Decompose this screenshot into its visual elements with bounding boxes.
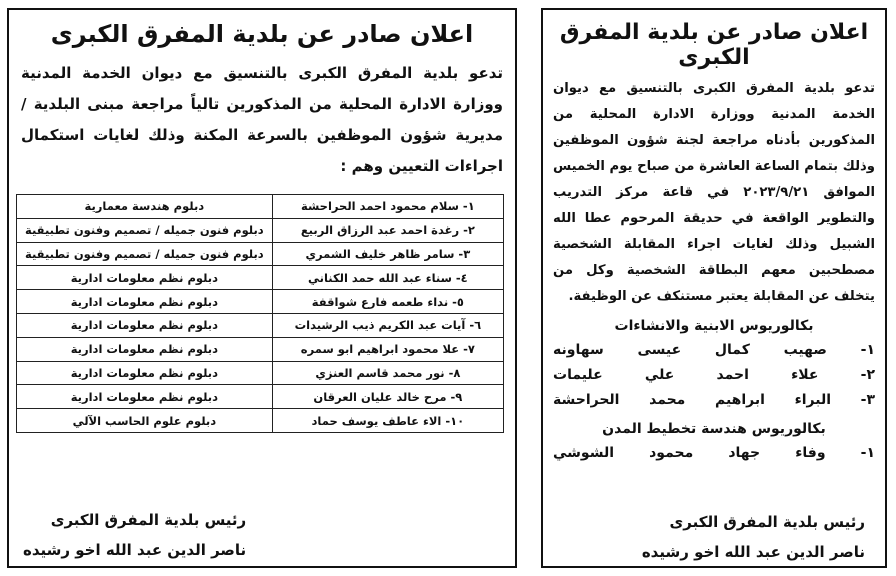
table-row xyxy=(17,385,504,409)
appointee-name: ٢- رغدة احمد عبد الرزاق الربيع xyxy=(272,218,503,242)
table-row xyxy=(17,266,504,290)
appointee-name: ٧- علا محمود ابراهيم ابو سمره xyxy=(272,337,503,361)
appointee-name: ١- سلام محمود احمد الحراحشة xyxy=(272,195,503,219)
appointee-degree: دبلوم نظم معلومات ادارية xyxy=(17,385,273,409)
appointee-name: ٨- نور محمد قاسم العنزي xyxy=(272,361,503,385)
appointee-degree: دبلوم نظم معلومات ادارية xyxy=(17,361,273,385)
table-row xyxy=(17,313,504,337)
right-notice-body: تدعو بلدية المفرق الكبرى بالتنسيق مع ديوان الخدمة المدنية ووزارة الادارة المحلية من المذكورين بأدناه مراجعة لجنة شؤون الموظفين وذلك بتمام الساعة العاشرة من صباح يوم الخميس الموافق ٢٠٢٣/٩/٢١ في قاعة مركز التدريب والتطوير الواقعة في حديقة المرحوم عطا الله الشبيل وذلك لغايات اجراء المقابلة الشخصية مصطحبين معهم البطاقة الشخصية وكل من يتخلف عن المقابلة يعتبر مستنكف عن الوظيفة. xyxy=(553,81,875,304)
right-notice xyxy=(541,8,887,568)
appointee-name: ١٠- الاء عاطف يوسف حماد xyxy=(272,409,503,433)
section-buildings-list xyxy=(543,338,885,413)
left-signature-title: رئيس بلدية المفرق الكبرى xyxy=(50,511,247,529)
table-row xyxy=(17,195,504,219)
table-row xyxy=(17,361,504,385)
section-urban-planning-list xyxy=(543,441,885,466)
table-row xyxy=(17,218,504,242)
left-notice-title: اعلان صادر عن بلدية المفرق الكبرى xyxy=(50,20,474,48)
appointee-degree: دبلوم فنون جميله / تصميم وفنون تطبيقية xyxy=(17,218,273,242)
appointee-name: ٤- سناء عبد الله حمد الكناني xyxy=(272,266,503,290)
left-notice xyxy=(7,8,517,568)
list-item: ١- وفاء جهاد محمود الشوشي xyxy=(553,445,875,461)
table-row xyxy=(17,290,504,314)
left-notice-body: تدعو بلدية المفرق الكبرى بالتنسيق مع ديوان الخدمة المدنية ووزارة الادارة المحلية من المذكورين تالياً مراجعة مبنى البلدية / مديرية شؤون الموظفين بالسرعة المكنة وذلك لغايات استكمال اجراءات التعيين وهم : xyxy=(21,64,503,175)
right-notice-title: اعلان صادر عن بلدية المفرق الكبرى xyxy=(559,20,869,70)
left-signature-name: ناصر الدين عبد الله اخو رشيده xyxy=(23,541,247,559)
appointee-degree: دبلوم علوم الحاسب الآلي xyxy=(17,409,273,433)
appointee-name: ٦- آيات عبد الكريم ذيب الرشيدات xyxy=(272,313,503,337)
list-item: ٣- البراء ابراهيم محمد الحراحشة xyxy=(553,392,875,408)
list-item: ٢- علاء احمد علي عليمات xyxy=(553,367,875,383)
right-signature xyxy=(642,507,865,567)
appointee-degree: دبلوم نظم معلومات ادارية xyxy=(17,337,273,361)
appointee-degree: دبلوم نظم معلومات ادارية xyxy=(17,313,273,337)
appointee-degree: دبلوم نظم معلومات ادارية xyxy=(17,290,273,314)
appointee-name: ٥- نداء طعمه فارع شواقفة xyxy=(272,290,503,314)
appointee-name: ٣- سامر ظاهر خليف الشمري xyxy=(272,242,503,266)
section-urban-planning-heading: بكالوريوس هندسة تخطيط المدن xyxy=(602,421,826,437)
appointee-name: ٩- مرح خالد عليان العرقان xyxy=(272,385,503,409)
table-row xyxy=(17,409,504,433)
table-row xyxy=(17,242,504,266)
appointee-degree: دبلوم نظم معلومات ادارية xyxy=(17,266,273,290)
list-item: ١- صهيب كمال عيسى سهاونه xyxy=(553,342,875,358)
table-row xyxy=(17,337,504,361)
appointee-degree: دبلوم فنون جميله / تصميم وفنون تطبيقية xyxy=(17,242,273,266)
right-signature-title: رئيس بلدية المفرق الكبرى xyxy=(669,513,865,531)
left-signature xyxy=(23,505,246,565)
appointee-degree: دبلوم هندسة معمارية xyxy=(17,195,273,219)
appointees-table xyxy=(16,194,504,433)
section-buildings-heading: بكالوريوس الابنية والانشاءات xyxy=(614,318,814,334)
right-signature-name: ناصر الدين عبد الله اخو رشيده xyxy=(641,543,865,561)
